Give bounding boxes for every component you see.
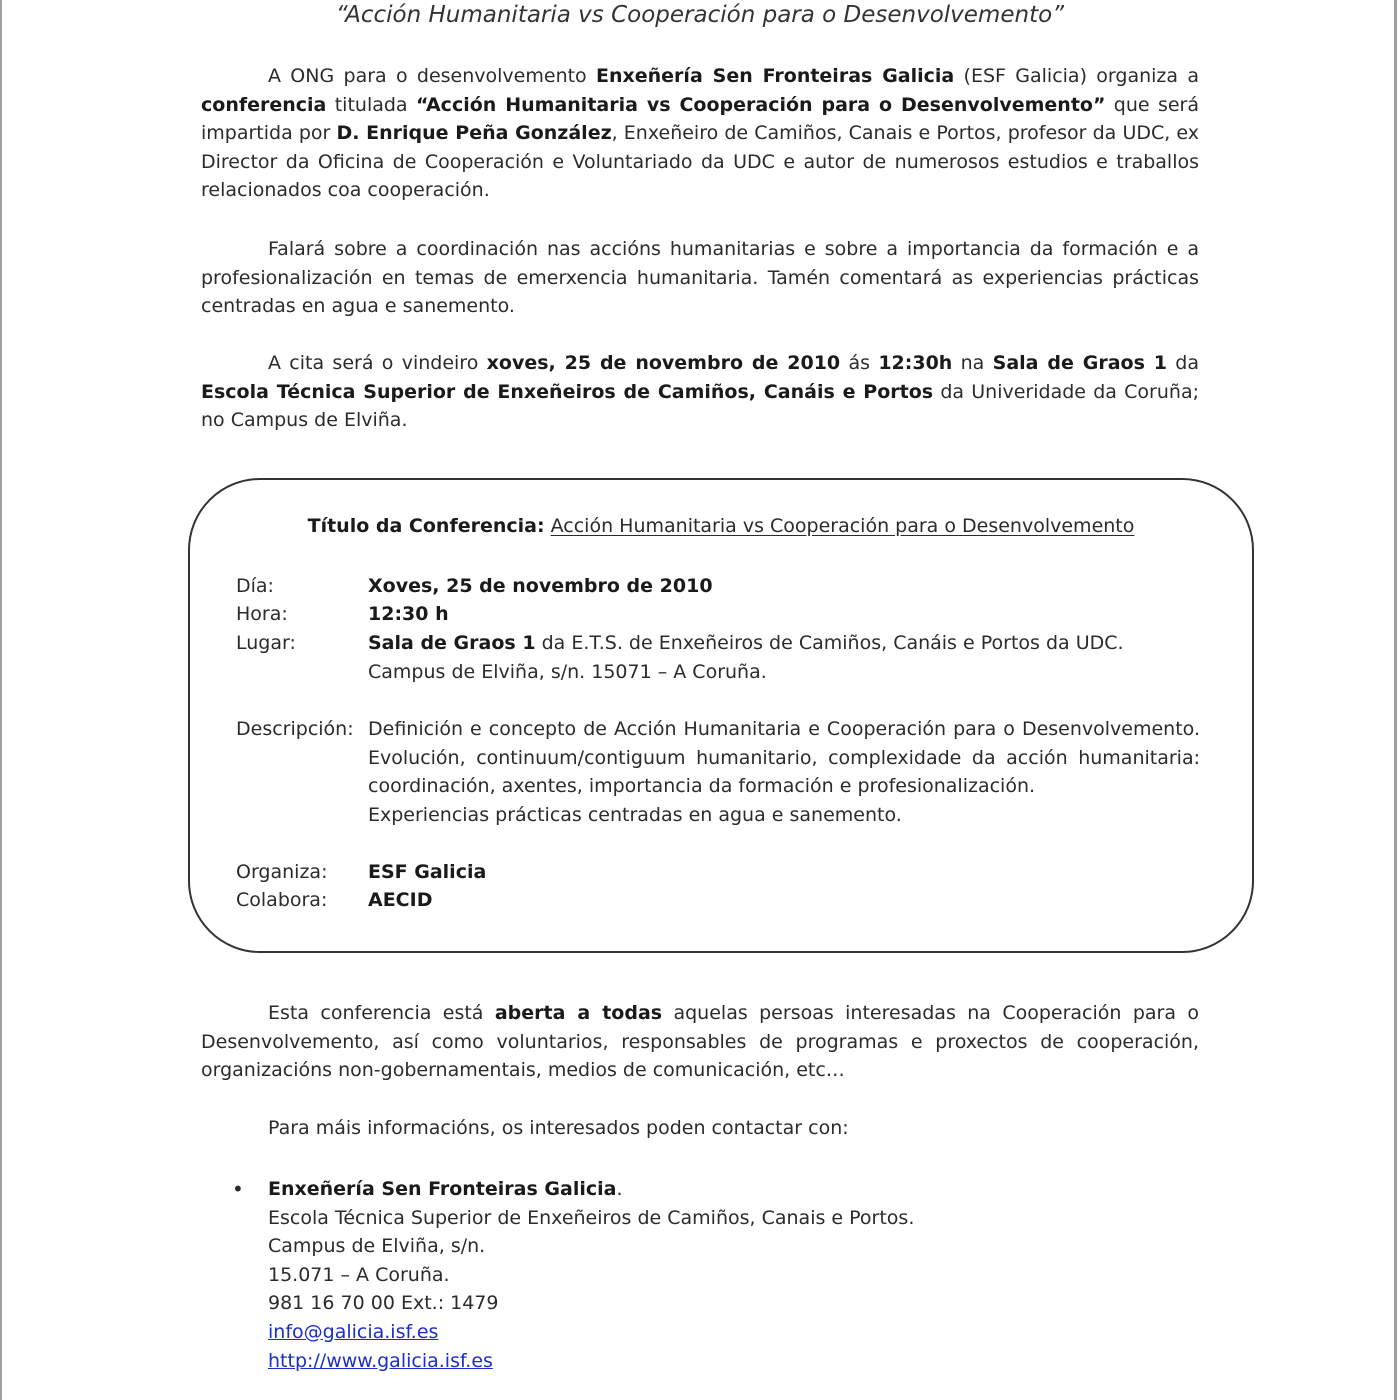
conference-title-label: Título da Conferencia: <box>307 515 545 537</box>
document-title: “Acción Humanitaria vs Cooperación para o Desenvolvemento” <box>335 2 1065 28</box>
contact-intro: Para máis informacións, os interesados poden contactar con: <box>268 1117 849 1139</box>
conference-title-value: Acción Humanitaria vs Cooperación para o Desenvolvemento <box>550 515 1135 537</box>
audience-paragraph: Esta conferencia está aberta a todas aquelas persoas interesadas na Cooperación para o Desenvolvemento, así como voluntarios, responsables de programas e proxectos de cooperación, organizacións non-gobernamentais, medios de comunicación, etc… <box>201 1002 1200 1082</box>
contact-phone: 981 16 70 00 Ext.: 1479 <box>268 1292 499 1315</box>
contact-address-line1: Escola Técnica Superior de Enxeñeiros de Camiños, Canais e Portos. <box>268 1206 915 1229</box>
conference-title-line <box>190 515 1252 537</box>
contact-web-link[interactable]: http://www.galicia.isf.es <box>268 1349 493 1372</box>
contact-email-link[interactable]: info@galicia.isf.es <box>268 1320 439 1343</box>
conference-info-box: Título da Conferencia: Acción Humanitaria vs Cooperación para o Desenvolvemento Día: Xoves, 25 de novembro de 2010 Hora: 12:30 h Lugar: Sala de Graos 1 da E.T.S. de Enxeñeiros de Camiños, Canáis e Portos da UDC. Campus de Elviña, s/n. 15071 – A Coruña. Descripción: Definición e concepto de Acción Humanitaria e Cooperación para o Desenvolvemento. Evolución, continuum/contiguum humanitario, complexidade da acción humanitaria: coordinación, axentes, importancia da formación e profesionalización. Experiencias prácticas centradas en agua e sanemento. Organiza: ESF Galicia Colabora: AECID <box>188 478 1254 953</box>
contact-address-line2: Campus de Elviña, s/n. <box>268 1235 486 1258</box>
contact-block <box>268 1175 914 1375</box>
contact-address-line3: 15.071 – A Coruña. <box>268 1263 450 1286</box>
schedule-paragraph: A cita será o vindeiro xoves, 25 de novembro de 2010 ás 12:30h na Sala de Graos 1 da Escola Técnica Superior de Enxeñeiros de Camiños, Canáis e Portos da Univeridade da Coruña; no Campus de Elviña. <box>201 352 1200 432</box>
bullet-icon: • <box>232 1177 244 1201</box>
intro-paragraph: A ONG para o desenvolvemento Enxeñería Sen Fronteiras Galicia (ESF Galicia) organiza a conferencia titulada “Acción Humanitaria vs Cooperación para o Desenvolvemento” que será impartida por D. Enrique Peña González, Enxeñeiro de Camiños, Canais e Portos, profesor da UDC, ex Director da Oficina de Cooperación e Voluntariado da UDC e autor de numerosos estudios e traballos relacionados coa cooperación. <box>201 65 1200 202</box>
contact-org-name: Enxeñería Sen Fronteiras Galicia. <box>268 1178 623 1200</box>
topic-paragraph: Falará sobre a coordinación nas accións humanitarias e sobre a importancia da formación e a profesionalización en temas de emerxencia humanitaria. Tamén comentará as experiencias prácticas centradas en agua e sanemento. <box>201 238 1199 318</box>
